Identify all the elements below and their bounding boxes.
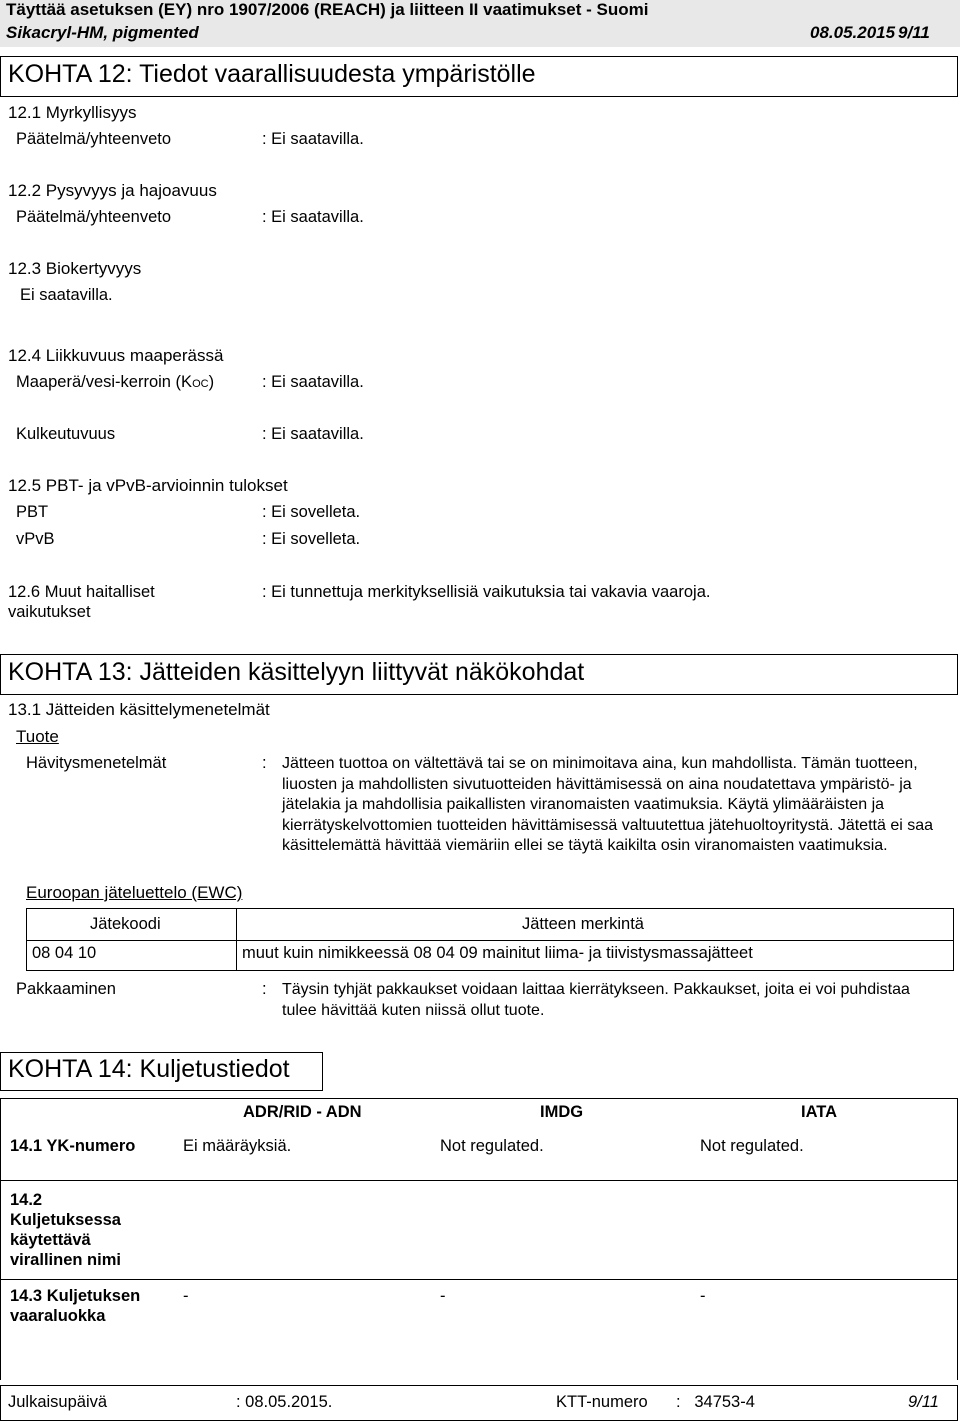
- ewc-table-bottom: [26, 970, 954, 971]
- subsection-12-4-title: 12.4 Liikkuvuus maaperässä: [8, 346, 224, 365]
- shipping-name-label-1: 14.2: [10, 1191, 43, 1209]
- header-product: Sikacryl-HM, pigmented: [6, 23, 199, 42]
- ewc-table-mid: [26, 940, 954, 941]
- footer-page: 9/11: [908, 1393, 939, 1411]
- disposal-colon: :: [262, 754, 267, 772]
- ewc-col-desc: Jätteen merkintä: [522, 915, 644, 933]
- section-14-title: KOHTA 14: Kuljetustiedot: [8, 1055, 290, 1083]
- subsection-12-1-title: 12.1 Myrkyllisyys: [8, 103, 137, 122]
- section-12-title: KOHTA 12: Tiedot vaarallisuudesta ympäristölle: [8, 60, 536, 88]
- hazard-class-adr: -: [183, 1287, 189, 1305]
- transport-row-divider-1: [0, 1180, 958, 1181]
- koc-label-text: Maaperä/vesi-kerroin (K: [16, 373, 193, 391]
- vpvb-label: vPvB: [16, 530, 55, 548]
- subsection-13-1-title: 13.1 Jätteiden käsittelymenetelmät: [8, 700, 270, 719]
- footer-box: [0, 1385, 958, 1421]
- mobility-value: : Ei saatavilla.: [262, 425, 364, 443]
- koc-label-subscript: OC: [192, 378, 209, 390]
- other-effects-value: : Ei tunnettuja merkityksellisiä vaikutuksia tai vakavia vaaroja.: [262, 583, 711, 601]
- pbt-label: PBT: [16, 503, 49, 521]
- footer-ktt-label: KTT-numero: [556, 1393, 648, 1411]
- un-number-iata: Not regulated.: [700, 1137, 804, 1155]
- header-title: Täyttää asetuksen (EY) nro 1907/2006 (REACH) ja liitteen II vaatimukset - Suomi: [6, 0, 649, 19]
- packaging-text: Täysin tyhjät pakkaukset voidaan laittaa kierrätykseen. Pakkaukset, joita ei voi puhdistaa tulee hävittää kuten niissä ollut tuote.: [282, 981, 910, 1019]
- ewc-table-right: [953, 908, 954, 971]
- subsection-12-5-title: 12.5 PBT- ja vPvB-arvioinnin tulokset: [8, 476, 288, 495]
- koc-label-close: ): [208, 373, 215, 391]
- pbt-value: : Ei sovelleta.: [262, 503, 361, 521]
- col-imdg: IMDG: [540, 1103, 584, 1121]
- disposal-label: Hävitysmenetelmät: [26, 754, 167, 772]
- header-page: 9/11: [898, 23, 930, 42]
- packaging-label: Pakkaaminen: [16, 980, 116, 998]
- shipping-name-label-4: virallinen nimi: [10, 1251, 121, 1269]
- mobility-label: Kulkeutuvuus: [16, 425, 116, 443]
- transport-row-divider-2: [0, 1279, 958, 1280]
- toxicity-value: : Ei saatavilla.: [262, 130, 364, 148]
- hazard-class-imdg: -: [440, 1287, 446, 1305]
- ewc-table-top: [26, 908, 954, 909]
- product-label: Tuote: [16, 727, 59, 746]
- transport-table-left: [0, 1098, 1, 1380]
- un-number-imdg: Not regulated.: [440, 1137, 544, 1155]
- un-number-adr: Ei määräyksiä.: [183, 1137, 292, 1155]
- persistence-value: : Ei saatavilla.: [262, 208, 364, 226]
- hazard-class-label-1: 14.3 Kuljetuksen: [10, 1287, 141, 1305]
- disposal-text: Jätteen tuottoa on vältettävä tai se on minimoitava aina, kun mahdollista. Tämän tuotteen, liuosten ja mahdollisten sivutuotteiden hävittämisessä on aina noudatettava ympäristö- ja jätelakia ja mahdollisia paikallisten viranomaisten vaatimuksia. Käytä ylimääräisten ja kierrätyskelvottomien tuotteiden hävittämisessä valtuutettua jätehuoltoyritystä. Jätettä ei saa käsittelemättä hävittää viemäriin ellei se täytä kaikilta osin viranomaisten vaatimuksia.: [282, 755, 934, 854]
- persistence-label: Päätelmä/yhteenveto: [16, 208, 172, 226]
- footer-date-value: : 08.05.2015.: [236, 1393, 333, 1411]
- transport-table-top: [0, 1098, 958, 1099]
- hazard-class-iata: -: [700, 1287, 706, 1305]
- transport-table-right: [957, 1098, 958, 1380]
- packaging-colon: :: [262, 980, 267, 998]
- bioaccumulation-value: Ei saatavilla.: [20, 286, 113, 304]
- ewc-row-code: 08 04 10: [32, 944, 97, 962]
- ewc-row-desc: muut kuin nimikkeessä 08 04 09 mainitut liima- ja tiivistysmassajätteet: [242, 944, 753, 962]
- hazard-class-label-2: vaaraluokka: [10, 1307, 106, 1325]
- ewc-table-left: [26, 908, 27, 971]
- koc-label: [16, 373, 214, 392]
- ewc-table-divider: [236, 908, 237, 971]
- ewc-label: Euroopan jäteluettelo (EWC): [26, 883, 243, 902]
- col-iata: IATA: [801, 1103, 838, 1121]
- section-13-title: KOHTA 13: Jätteiden käsittelyyn liittyvät näkökohdat: [8, 658, 585, 686]
- toxicity-label: Päätelmä/yhteenveto: [16, 130, 172, 148]
- shipping-name-label-3: käytettävä: [10, 1231, 91, 1249]
- subsection-12-2-title: 12.2 Pysyvyys ja hajoavuus: [8, 181, 217, 200]
- footer-ktt-value: : 34753-4: [676, 1393, 755, 1411]
- un-number-label: 14.1 YK-numero: [10, 1137, 136, 1155]
- other-effects-label-line1: 12.6 Muut haitalliset: [8, 583, 155, 601]
- col-adr: ADR/RID - ADN: [243, 1103, 362, 1121]
- subsection-12-3-title: 12.3 Biokertyvyys: [8, 259, 142, 278]
- footer-date-label: Julkaisupäivä: [8, 1393, 108, 1411]
- koc-value: : Ei saatavilla.: [262, 373, 364, 391]
- vpvb-value: : Ei sovelleta.: [262, 530, 361, 548]
- other-effects-label-line2: vaikutukset: [8, 603, 91, 621]
- shipping-name-label-2: Kuljetuksessa: [10, 1211, 121, 1229]
- header-date: 08.05.2015: [810, 23, 896, 42]
- ewc-col-code: Jätekoodi: [90, 915, 161, 933]
